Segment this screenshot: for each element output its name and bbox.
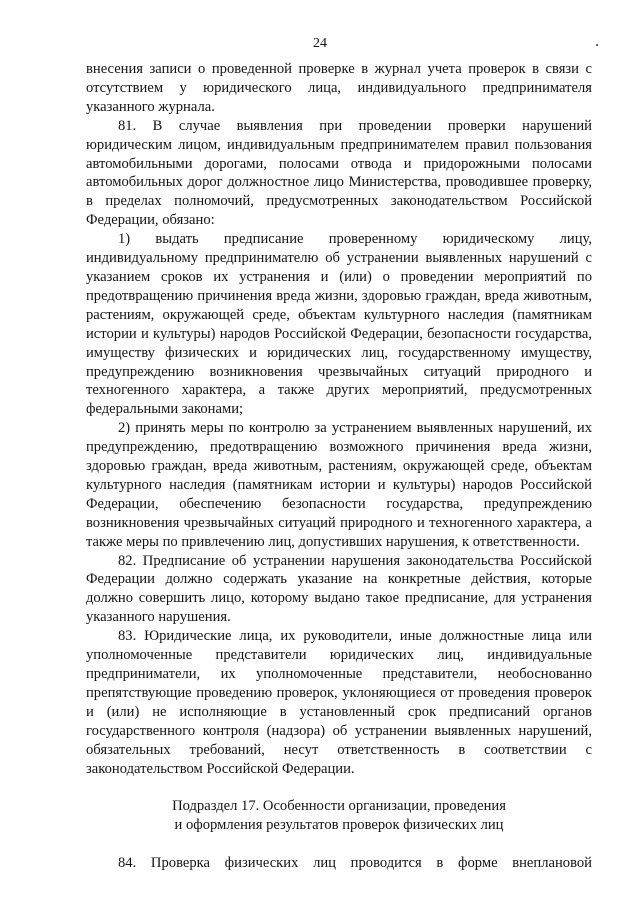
- paragraph-83: 83. Юридические лица, их руководители, иные должностные лица или уполномоченные представители юридических лиц, индивидуальные предприниматели, их уполномоченные представители, необоснованно препятствующие проведению проверок, уклоняющиеся от проведения проверок и (или) не исполняющие в установленный срок предписаний органов государственного контроля (надзора) об устранении выявленных нарушений, обязательных требований, несут ответственность в соответствии с законодательством Российской Федерации.: [86, 628, 592, 777]
- paragraph-continuation: внесения записи о проведенной проверке в журнал учета проверок в связи с отсутствием у юридического лица, индивидуального предпринимателя указанного журнала.: [86, 61, 592, 115]
- paragraph-81-item-2: 2) принять меры по контролю за устранением выявленных нарушений, их предупреждению, предотвращению возможного причинения вреда жизни, здоровью граждан, вреда животным, растениям, окружающей среде, объектам культурного наследия (памятникам истории и культуры) народов Российской Федерации, обеспечению безопасности государства, предупреждению возникновения чрезвычайных ситуаций природного и техногенного характера, а также меры по привлечению лиц, допустивших нарушения, к ответственности.: [86, 420, 592, 550]
- page-number: 24: [313, 36, 327, 51]
- subsection-heading-line-1: Подраздел 17. Особенности организации, проведения: [172, 798, 506, 815]
- document-body: [86, 60, 592, 873]
- subsection-heading: [86, 797, 592, 835]
- subsection-heading-line-2: и оформления результатов проверок физических лиц: [174, 817, 504, 834]
- paragraph-82: 82. Предписание об устранении нарушения законодательства Российской Федерации должно содержать указание на конкретные действия, которые должно совершить лицо, которому выдано такое предписание, для устранения указанного нарушения.: [86, 552, 592, 626]
- paragraph-81: 81. В случае выявления при проведении проверки нарушений юридическим лицом, индивидуальным предпринимателем правил пользования автомобильными дорогами, полосами отвода и придорожными полосами автомобильных дорог должностное лицо Министерства, проводившее проверку, в пределах полномочий, предусмотренных законодательством Российской Федерации, обязано:: [86, 117, 592, 229]
- scan-speck: [596, 44, 598, 46]
- paragraph-81-item-1: 1) выдать предписание проверенному юридическому лицу, индивидуальному предпринимателю об устранении выявленных нарушений с указанием сроков их устранения и (или) о проведении мероприятий по предотвращению причинения вреда жизни, здоровью граждан, вреда животным, растениям, окружающей среде, объектам культурного наследия (памятникам истории и культуры) народов Российской Федерации, безопасности государства, имуществу физических и юридических лиц, государственному имуществу, предупреждению возникновения чрезвычайных ситуаций природного и техногенного характера, а также других мероприятий, предусмотренных федеральными законами;: [86, 231, 592, 418]
- paragraph-84: 84. Проверка физических лиц проводится в форме внеплановой: [118, 855, 592, 872]
